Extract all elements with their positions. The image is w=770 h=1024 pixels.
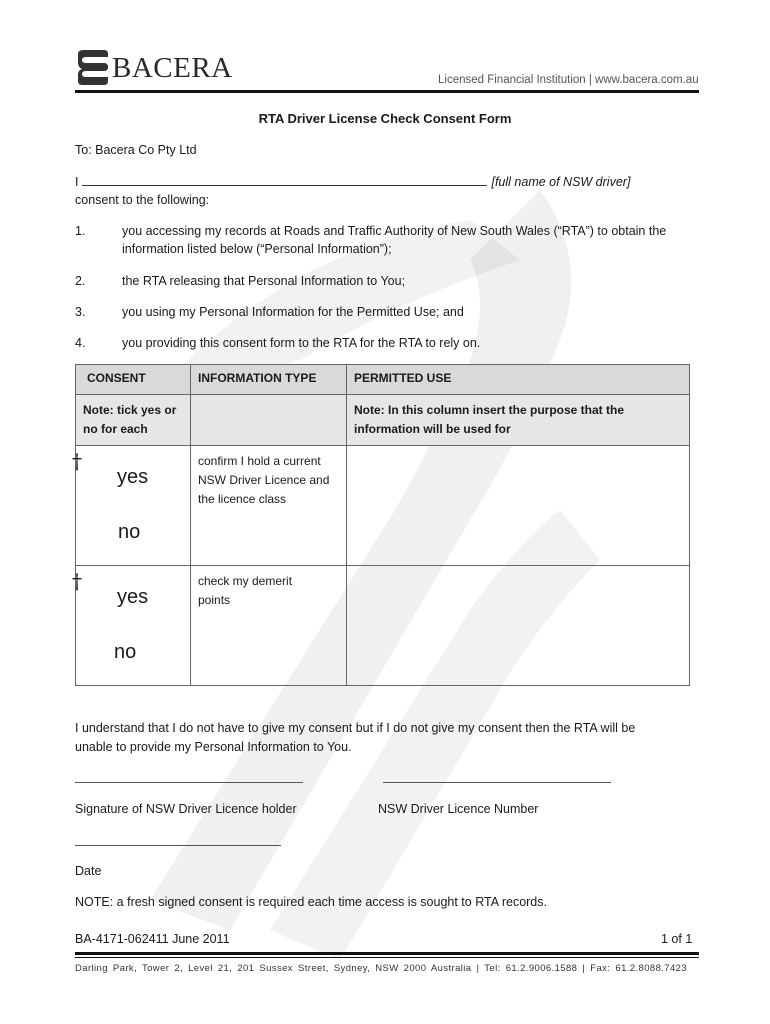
consent-choice-cell [72, 446, 191, 566]
tagline: Licensed Financial Institution | www.bacera.com.au [438, 74, 699, 86]
document-reference: BA-4171-062411 June 2011 [75, 932, 230, 946]
consent-items: 1. you accessing my records at Roads and Traffic Authority of New South Wales (“RTA”) to obtain the information listed below (“Personal Information”); 2. the RTA releasing that Personal Information to You; 3. you using my Personal Information for the Permitted Use; and 4. you providing this consent form to the RTA for the RTA to rely on. [75, 224, 667, 350]
bacera-logo [74, 48, 244, 88]
table-row [76, 566, 690, 686]
yes-option[interactable]: yes [117, 586, 149, 608]
name-hint: [full name of NSW driver] [491, 175, 631, 189]
bacera-logo-icon [74, 48, 110, 88]
table-row [76, 446, 690, 566]
understand-line-1: I understand that I do not have to give my consent but if I do not give my consent then the RTA will be [75, 721, 636, 735]
header-information-type: INFORMATION TYPE [191, 365, 347, 395]
footer-rule-thick [75, 952, 699, 955]
header-permitted-use: PERMITTED USE [347, 365, 690, 395]
to-line: To: Bacera Co Pty Ltd [75, 143, 197, 157]
licence-number-field[interactable] [383, 782, 611, 783]
footer-rule-thin [75, 957, 699, 958]
logo-wordmark: BACERA [112, 52, 233, 84]
permitted-use-field[interactable] [347, 446, 690, 566]
understand-line-2: unable to provide my Personal Information to You. [75, 740, 352, 754]
tick-mark[interactable]: † [72, 569, 82, 593]
tick-mark[interactable]: † [72, 449, 82, 473]
fresh-consent-note: NOTE: a fresh signed consent is required each time access is sought to RTA records. [75, 895, 547, 909]
driver-name-field[interactable] [82, 173, 487, 186]
signature-field[interactable] [75, 782, 303, 783]
no-option[interactable]: no [118, 521, 141, 543]
note-consent: Note: tick yes or no for each [76, 395, 191, 446]
licence-label: NSW Driver Licence Number [378, 802, 539, 816]
yes-option[interactable]: yes [117, 466, 149, 488]
consent-choice-cell [72, 566, 191, 686]
name-line [75, 173, 630, 189]
table-header-row [76, 365, 690, 395]
footer-address: Darling Park, Tower 2, Level 21, 201 Sussex Street, Sydney, NSW 2000 Australia | Tel: 61.2.9006.1588 | Fax: 61.2.8088.7423 [75, 963, 688, 974]
consent-table [72, 364, 690, 686]
date-label: Date [75, 864, 102, 878]
i-label: I [75, 175, 79, 189]
consent-intro: consent to the following: [75, 193, 210, 207]
header-consent: CONSENT [76, 365, 191, 395]
note-info [191, 395, 347, 446]
signature-label: Signature of NSW Driver Licence holder [75, 802, 297, 816]
info-type-cell: check my demerit points [191, 566, 347, 686]
info-type-cell: confirm I hold a current NSW Driver Licence and the licence class [191, 446, 347, 566]
note-permitted: Note: In this column insert the purpose that the information will be used for [347, 395, 690, 446]
page-number: 1 of 1 [661, 932, 693, 946]
form-title: RTA Driver License Check Consent Form [258, 111, 512, 126]
date-field[interactable] [75, 845, 281, 846]
header-rule [75, 90, 699, 93]
no-option[interactable]: no [114, 641, 137, 663]
table-note-row [76, 395, 690, 446]
permitted-use-field[interactable] [347, 566, 690, 686]
